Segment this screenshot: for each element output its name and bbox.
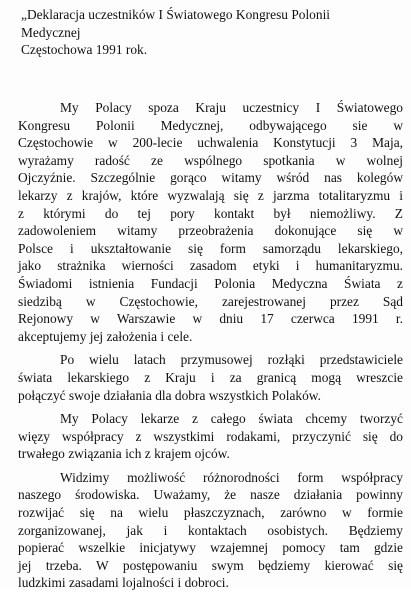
paragraph-3 [18, 410, 403, 463]
paragraph-line: trwałego związania ich z krajem ojców. [18, 446, 230, 462]
document-body [18, 99, 403, 598]
document-heading [21, 6, 391, 59]
paragraph-line: jej trzeba. W postępowaniu swym będziemy kierować się [18, 557, 403, 573]
paragraph-line: Rejonowy w Warszawie w dniu 17 czerwca 1991 r. [18, 311, 403, 327]
paragraph-line: naszego środowiska. Uważamy, że nasze działania powinny [18, 487, 403, 503]
paragraph-line: ludzkimi zasadami lojalności i dobroci. [18, 575, 229, 591]
paragraph-line: Kongresu Polonii Medycznej, odbywającego sie w [18, 117, 403, 133]
paragraph-line: z którymi do tej pory kontakt był niemożliwy. Z [18, 205, 403, 221]
paragraph-line: połączyć swoje działania dla dobra wszystkich Polaków. [18, 387, 321, 403]
paragraph-line: więzy współpracy z wszystkimi rodakami, przyczynić się do [18, 428, 403, 444]
paragraph-line: jako strażnika wierności zasadom etyki i humanitaryzmu. [18, 258, 403, 274]
paragraph-line: Polsce i ukształtowanie się form samorządu lekarskiego, [18, 240, 403, 256]
paragraph-line: Po wielu latach przymusowej rozłąki przedstawiciele [60, 352, 403, 368]
paragraph-line: świata lekarskiego z Kraju i za granicą mogą wreszcie [18, 369, 403, 385]
paragraph-2 [18, 351, 403, 404]
paragraph-line: Widzimy możliwość różnorodności form współpracy [60, 469, 403, 485]
paragraph-line: lekarzy z krajów, które wyzwalają się z jarzma totalitaryzmu i [18, 187, 403, 203]
paragraph-line: My Polacy lekarze z całego świata chcemy tworzyć [60, 411, 403, 427]
paragraph-line: My Polacy spoza Kraju uczestnicy I Światowego [60, 100, 403, 115]
paragraph-line: Świadomi istnienia Fundacji Polonia Medyczna Świata z [18, 275, 403, 291]
paragraph-1 [18, 99, 403, 345]
heading-title-line-2: Medycznej [21, 24, 81, 40]
paragraph-line: akceptujemy jej założenia i cele. [18, 328, 193, 344]
paragraph-line: rozwijać się na wielu płaszczyznach, zarówno w formie [18, 505, 403, 521]
paragraph-line: zadowoleniem witamy przeobrażenia dokonujące się w [18, 223, 403, 239]
paragraph-line: siedzibą w Częstochowie, zarejestrowanej przez Sąd [18, 293, 403, 309]
heading-place-date: Częstochowa 1991 rok. [21, 42, 148, 57]
paragraph-line: Częstochowie w 200-lecie uchwalenia Konstytucji 3 Maja, [18, 135, 403, 151]
paragraph-line: Ojczyźnie. Szczególnie gorąco witamy wśród nas kolegów [18, 170, 403, 186]
paragraph-line: popierać wszelkie inicjatywy wzajemnej pomocy tam gdzie [18, 540, 403, 556]
heading-title-line-1: „Deklaracja uczestników I Światowego Kongresu Polonii [21, 7, 331, 22]
paragraph-line: wyrażamy radość ze wspólnego spotkania w wolnej [18, 152, 403, 168]
paragraph-line: zorganizowanej, jak i kontaktach osobistych. Będziemy [18, 522, 403, 538]
paragraph-4 [18, 469, 403, 592]
